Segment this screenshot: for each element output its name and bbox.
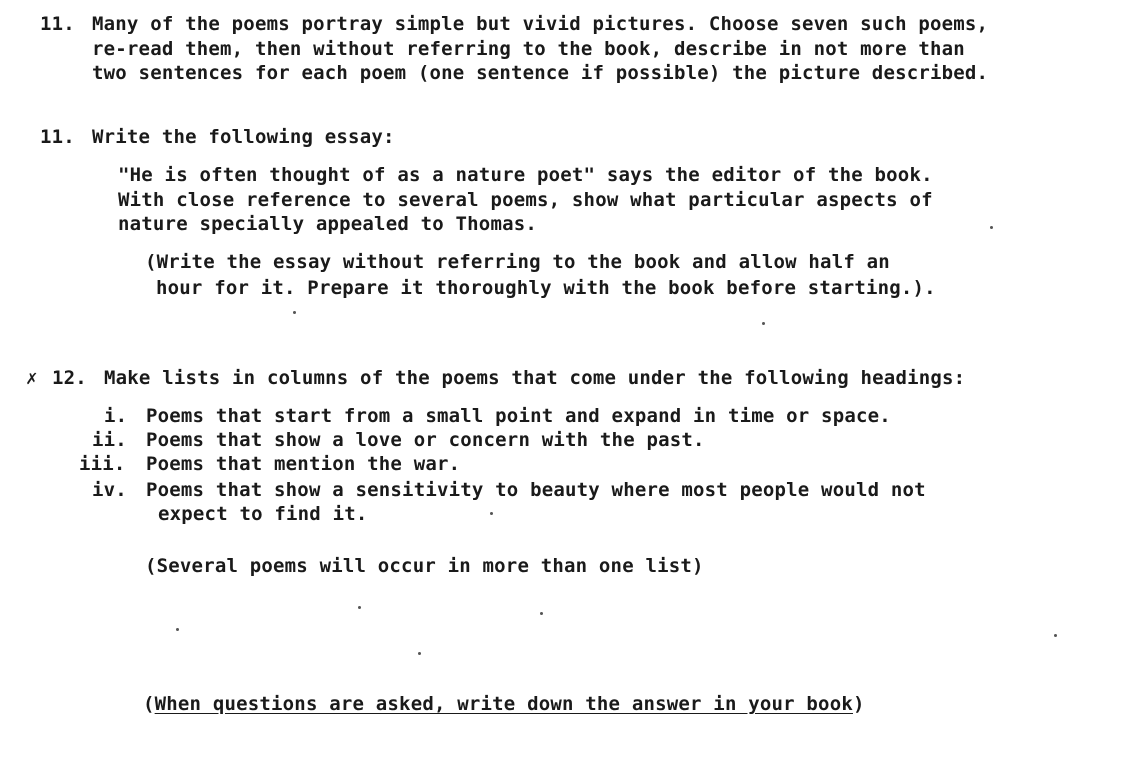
q11b-quote-line-3: nature specially appealed to Thomas. (118, 213, 538, 235)
scan-speck (293, 311, 296, 314)
scan-speck (418, 652, 421, 655)
footer-close-paren: ) (852, 693, 865, 715)
scan-speck (490, 512, 493, 515)
q11b-note-line-2: hour for it. Prepare it thoroughly with the book before starting.). (156, 277, 936, 299)
q12-item-num-2: ii. (92, 429, 127, 451)
q11a-number: 11. (40, 13, 75, 35)
q12-check-mark: ✗ (26, 367, 38, 389)
q12-item-num-1: i. (104, 405, 128, 427)
q12-item-num-3: iii. (79, 453, 126, 475)
scan-speck (176, 628, 179, 631)
q12-item-1-line-1: Poems that start from a small point and expand in time or space. (146, 405, 891, 427)
q12-item-num-4: iv. (92, 479, 127, 501)
scan-speck (990, 226, 993, 229)
q11b-heading: Write the following essay: (92, 126, 395, 148)
q12-item-4-line-1: Poems that show a sensitivity to beauty where most people would not (146, 479, 926, 501)
q11b-note-line-1: (Write the essay without referring to the book and allow half an (145, 251, 890, 273)
footer-open-paren: ( (143, 693, 155, 715)
scan-speck (358, 606, 361, 609)
q12-heading: Make lists in columns of the poems that come under the following headings: (104, 367, 966, 389)
q11b-quote-line-2: With close reference to several poems, show what particular aspects of (118, 189, 933, 211)
footer-text: When questions are asked, write down the answer in your book (154, 693, 853, 715)
q11b-quote-line-1: "He is often thought of as a nature poet" says the editor of the book. (118, 164, 933, 186)
scan-speck (540, 612, 543, 615)
q12-item-3-line-1: Poems that mention the war. (146, 453, 461, 475)
q11a-line-2: re-read them, then without referring to the book, describe in not more than (92, 38, 965, 60)
q12-item-2-line-1: Poems that show a love or concern with the past. (146, 429, 705, 451)
q12-number: 12. (52, 367, 87, 389)
q11a-line-1: Many of the poems portray simple but vivid pictures. Choose seven such poems, (92, 13, 989, 35)
scan-speck (762, 322, 765, 325)
q12-note: (Several poems will occur in more than one list) (145, 555, 704, 577)
footer-instruction (143, 692, 865, 716)
scan-speck (1054, 634, 1057, 637)
q11a-line-3: two sentences for each poem (one sentence if possible) the picture described. (92, 62, 989, 84)
q12-item-4-line-2: expect to find it. (158, 503, 368, 525)
q11b-number: 11. (40, 126, 75, 148)
